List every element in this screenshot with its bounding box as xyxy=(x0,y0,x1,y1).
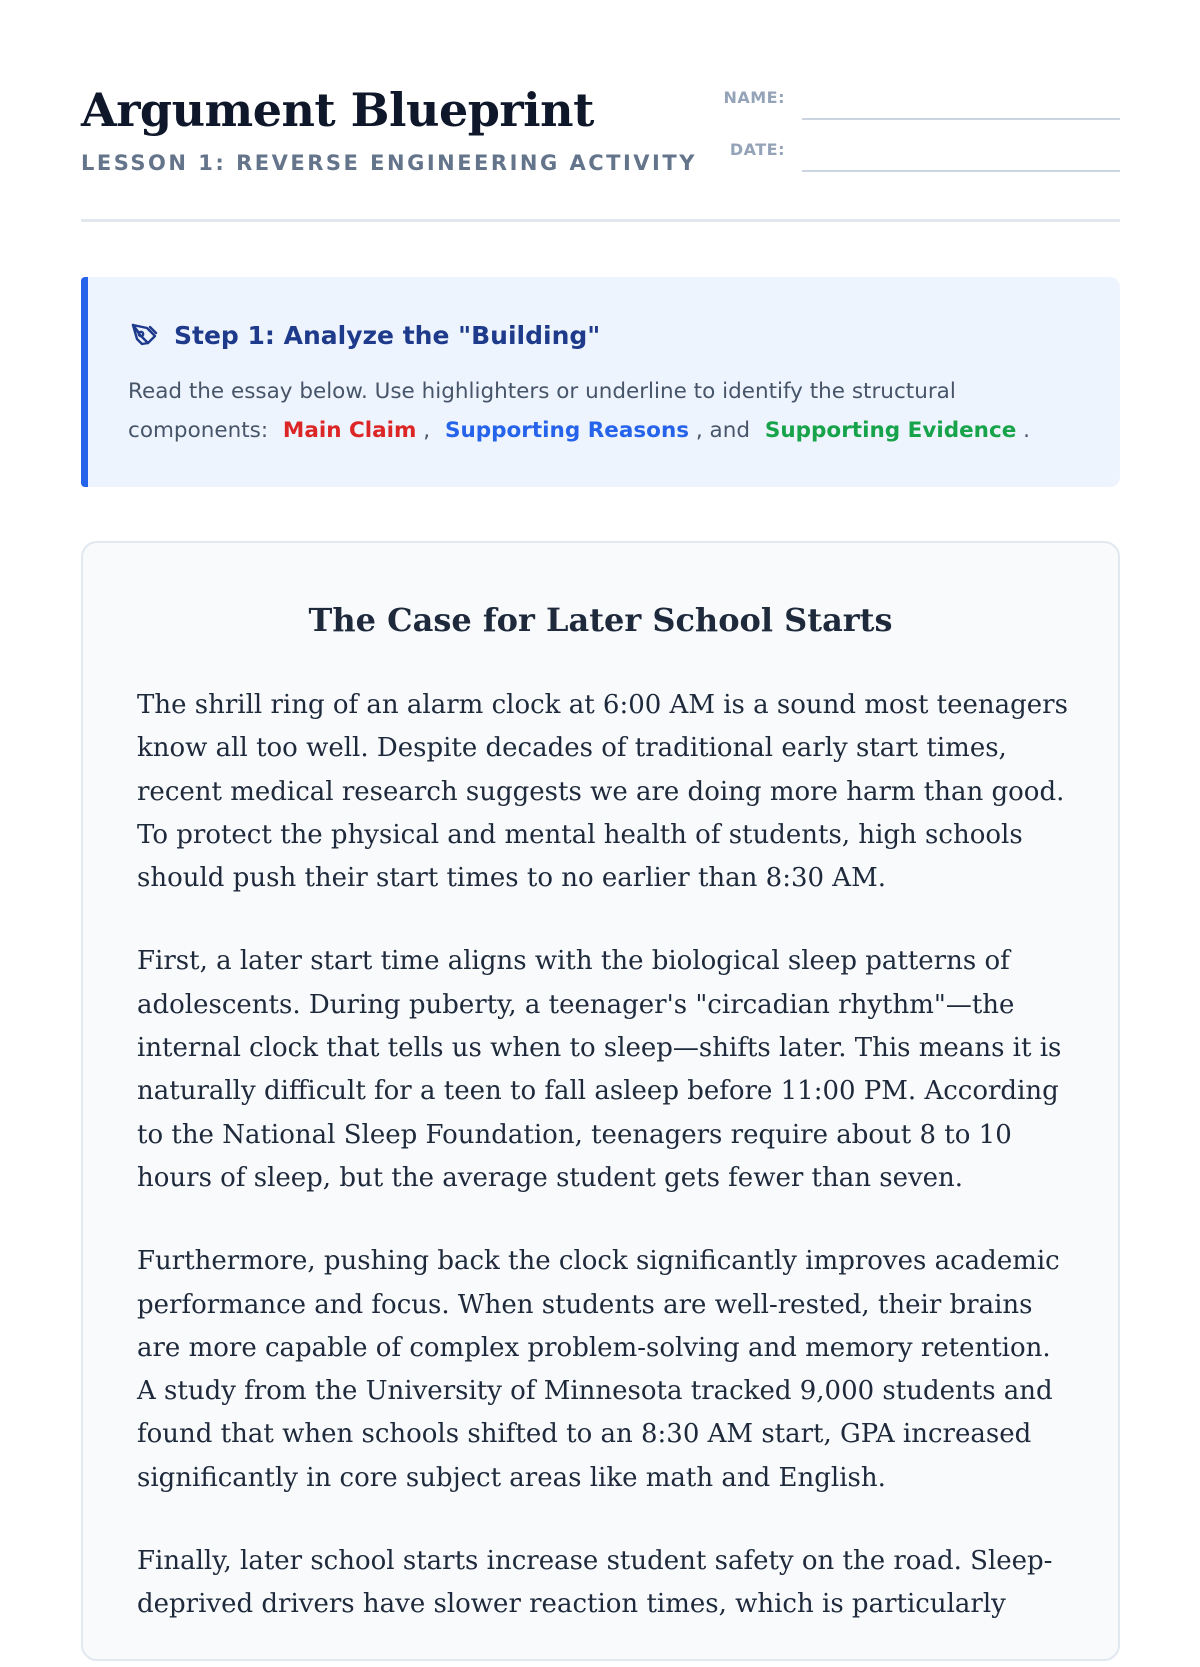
step-instructions xyxy=(128,372,1068,450)
step-title: Step 1: Analyze the "Building" xyxy=(174,321,601,350)
supporting-evidence-label: Supporting Evidence xyxy=(764,418,1017,443)
essay-paragraph-intro[interactable]: The shrill ring of an alarm clock at 6:00 AM is a sound most teenagers know all too well. Despite decades of traditional early start times, recent medical research suggests we are doing more harm than good. To protect the physical and mental health of students, high schools should push their start times to no earlier than 8:30 AM. xyxy=(137,690,1068,894)
main-claim-label: Main Claim xyxy=(282,418,417,443)
essay-body xyxy=(137,684,1077,1667)
essay-paragraph-reason-3[interactable]: Finally, later school starts increase student safety on the road. Sleep-deprived drivers have slower reaction times, which is particularly xyxy=(137,1546,1053,1620)
essay-paragraph-reason-1[interactable]: First, a later start time aligns with the biological sleep patterns of adolescents. During puberty, a teenager's "circadian rhythm"—the internal clock that tells us when to sleep—shifts later. This means it is naturally difficult for a teen to fall asleep before 11:00 PM. According to the National Sleep Foundation, teenagers require about 8 to 10 hours of sleep, but the average student gets fewer than seven. xyxy=(137,946,1062,1193)
instruction-end: . xyxy=(1023,418,1030,443)
name-field-row xyxy=(711,80,1120,120)
separator-comma: , xyxy=(423,418,431,443)
lesson-subtitle: LESSON 1: REVERSE ENGINEERING ACTIVITY xyxy=(81,151,697,175)
name-write-line[interactable] xyxy=(802,118,1120,120)
date-write-line[interactable] xyxy=(802,170,1120,172)
step-instruction-box xyxy=(81,277,1120,487)
worksheet-header xyxy=(81,0,1120,222)
essay-paragraph-reason-2[interactable]: Furthermore, pushing back the clock significantly improves academic performance and focus. When students are well-rested, their brains are more capable of complex problem-solving and memory retention. A study from the University of Minnesota tracked 9,000 students and found that when schools shifted to an 8:30 AM start, GPA increased significantly in core subject areas like math and English. xyxy=(137,1246,1060,1493)
date-field-row xyxy=(711,132,1120,172)
step-heading xyxy=(128,319,600,353)
pen-nib-icon xyxy=(128,319,162,353)
name-label: NAME: xyxy=(723,88,785,107)
supporting-reasons-label: Supporting Reasons xyxy=(444,418,690,443)
essay-card xyxy=(81,541,1120,1661)
worksheet-page xyxy=(81,0,1120,1620)
separator-and: , and xyxy=(695,418,751,443)
date-label: DATE: xyxy=(729,140,785,159)
page-title: Argument Blueprint xyxy=(81,83,594,137)
instruction-text: Read the essay below. Use highlighters or underline to identify the structural components: xyxy=(128,379,956,443)
essay-title: The Case for Later School Starts xyxy=(308,601,893,639)
